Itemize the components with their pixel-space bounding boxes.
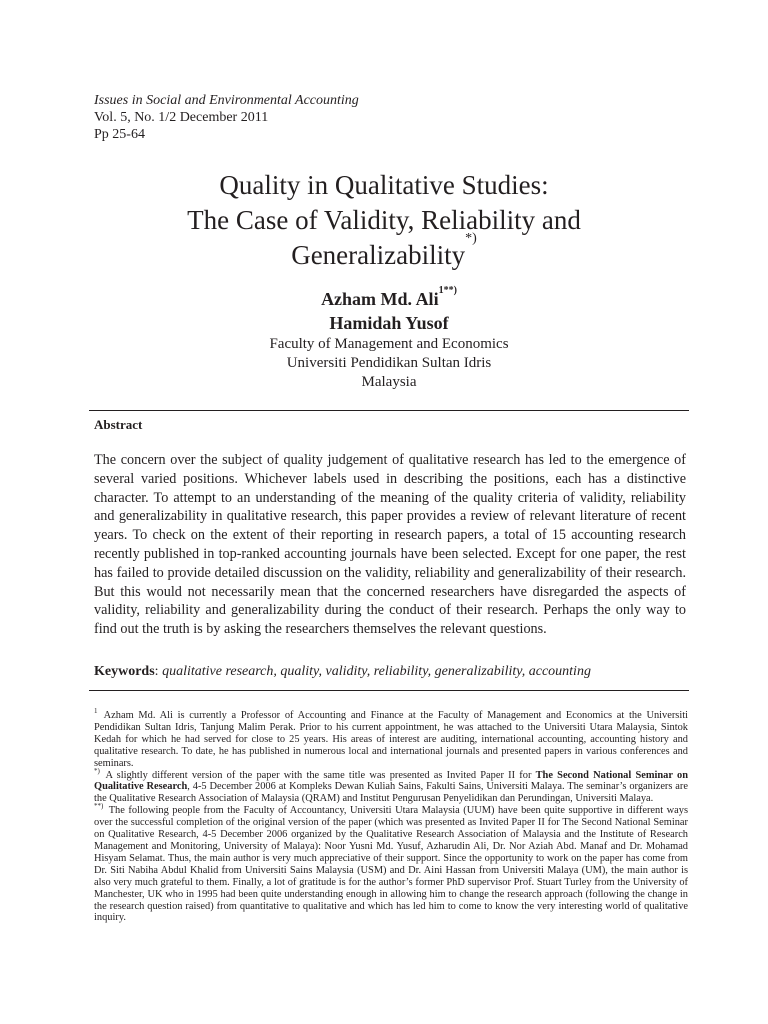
journal-pages: Pp 25-64 (94, 127, 145, 142)
affiliation-line-2: Universiti Pendidikan Sultan Idris (286, 355, 492, 371)
title-line-3 (94, 231, 674, 273)
keywords-separator: : (154, 664, 163, 679)
footnote-2 (94, 766, 688, 806)
footnote-1 (94, 707, 689, 770)
author-2-name: Hamidah Yusof (329, 313, 449, 333)
footnote-2-seminar-name: The Second National Seminar on Qualitative Research (94, 769, 688, 793)
footnotes (94, 707, 689, 924)
footnote-1-mark: 1 (94, 707, 98, 715)
abstract-bottom-rule (89, 690, 689, 691)
title-footnote-mark: *) (465, 231, 477, 246)
abstract-text: The concern over the subject of quality judgement of qualitative research has led to the emergence of several varied positions. Whichever labels used in describing the positions, each has a distinctive character. To attempt to an understanding of the meaning of the quality criteria of validity, reliability and generalizability in qualitative research, this paper provides a review of relevant literature of recent years. To check on the extent of their reporting in research papers, a total of 15 accounting research recently published in top-ranked accounting journals have been selected. Except for one paper, the rest has failed to provide detailed discussion on the validity, reliability and generalizability of their research. But this would not necessarily mean that the concerned researchers have disregarded the aspects of validity, reliability and generalizability during the conduct of their research. Perhaps the only way to find out the truth is by asking the researchers themselves the relevant questions. (94, 452, 686, 638)
footnote-1-text: Azham Md. Ali is currently a Professor of Accounting and Finance at the Faculty of Management and Economics at the Universiti Pendidikan Sultan Idris, Tanjung Malim Perak. Prior to his current appointment, he was attached to the Universiti Utara Malaysia, Sintok Kedah for which he had served for close to 25 years. His areas of interest are auditing, international accounting, accounting history and qualitative research. To date, he has published in numerous local and international journals and presented papers in various conferences and seminars. (94, 710, 689, 769)
journal-volume: Vol. 5, No. 1/2 December 2011 (94, 110, 269, 125)
footnote-3-text: The following people from the Faculty of Accountancy, Universiti Utara Malaysia (UUM) have been quite supportive in different ways over the successful completion of the original version of the paper (which was presented as Invited Paper II for The Second National Seminar on Qualitative Research, 4-5 December 2006 organized by the Qualitative Research Association of Malaysia and the Institute of Research Management and Monitoring, University of Malaya): Noor Yusni Md. Yusuf, Azharudin Ali, Dr. Nor Aziah Abd. Manaf and Dr. Mohamad Hisyam Selamat. Thus, the main author is very much appreciative of their support. Since the opportunity to work on the paper has come from Dr. Siti Nabiha Abdul Khalid from Universiti Sains Malaysia (USM) and Dr. Aini Hassan from Universiti Malaya (UM), the main author is also very much grateful to them. Finally, a lot of gratitude is for the author’s former PhD supervisor Prof. Stuart Turley from the University of Manchester, UK who in 1995 had been quite understanding enough in allowing him to change the research approach (following the change in the research question raised) from quantitative to qualitative and which has led him to come to know the very interesting world of qualitative inquiry. (94, 805, 688, 924)
title-line-2: The Case of Validity, Reliability and (187, 205, 581, 235)
abstract-top-rule (89, 410, 689, 411)
journal-header (94, 92, 359, 143)
author-block (94, 287, 684, 392)
author-1-name: Azham Md. Ali (321, 289, 439, 309)
footnote-3-mark: **) (94, 802, 104, 811)
keywords-line (94, 663, 686, 681)
author-1-mark: 1**) (438, 285, 457, 296)
title-line-3-text: Generalizability (291, 240, 466, 270)
paper-title (94, 168, 674, 273)
author-1 (94, 287, 684, 311)
footnote-2-text-before: A slightly different version of the paper with the same title was presented as Invited Paper II for (105, 769, 536, 781)
footnote-2-mark: *) (94, 766, 100, 775)
affiliation-line-1: Faculty of Management and Economics (269, 336, 509, 352)
keywords-label: Keywords (94, 664, 155, 679)
affiliation-line-3: Malaysia (361, 374, 417, 390)
abstract-heading: Abstract (94, 417, 143, 432)
journal-name: Issues in Social and Environmental Accounting (94, 93, 359, 108)
author-2 (94, 311, 684, 335)
title-line-1: Quality in Qualitative Studies: (219, 170, 549, 200)
footnote-2-text-after: , 4-5 December 2006 at Kompleks Dewan Kuliah Sains, Fakulti Sains, Universiti Malaya. The seminar’s organizers are the Qualitative Research Association of Malaysia (QRAM) and Institut Pengurusan Penyelidikan dan Perundingan, Universiti Malaya. (94, 781, 688, 805)
footnote-3 (94, 802, 688, 924)
keywords-list: qualitative research, quality, validity, reliability, generalizability, accounting (162, 664, 591, 679)
